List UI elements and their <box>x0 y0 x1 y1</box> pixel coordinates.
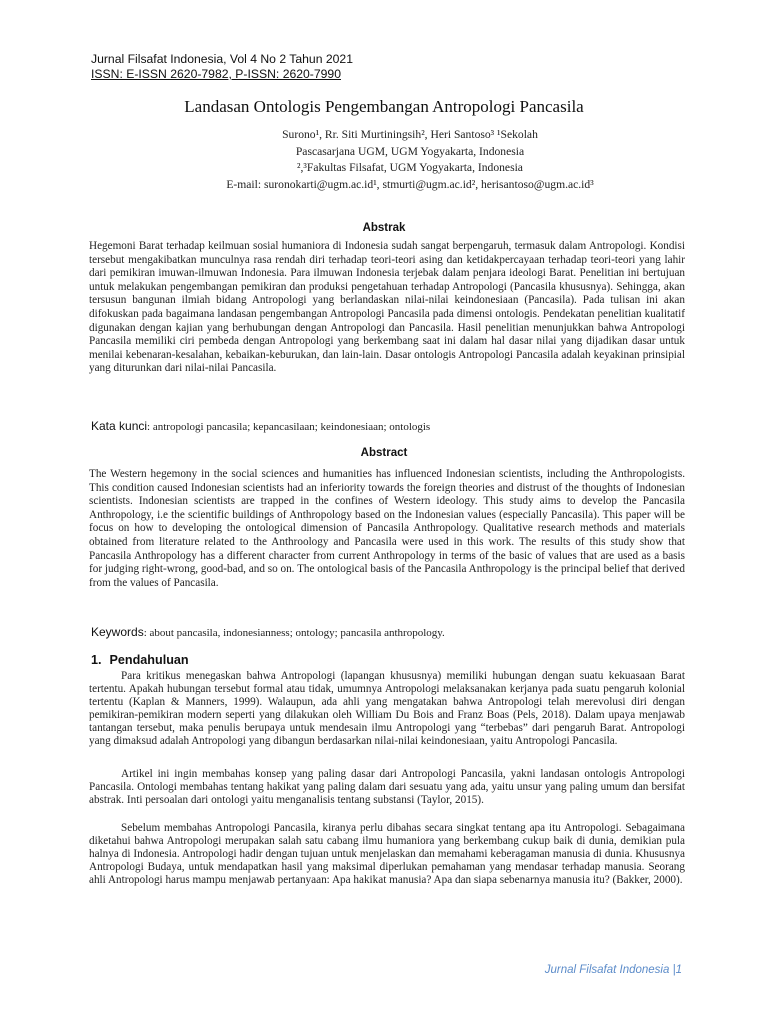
abstract-text: The Western hegemony in the social sciences and humanities has influenced Indonesian scientists, including the Anthropologists. This condition caused Indonesian scientists had an inferiority towards the foreign theories and distrust of the thoughts of Indonesian scientists. Indonesian scientists are trapped in the confines of Western ideology. This study aims to develop the Pancasila Anthropology, i.e the scientific buildings of Anthropology based on the Indonesian values (especially Pancasila). This paper will be focus on how to developing the ontological dimension of Pancasila Anthropology. Qualitative research methods and materials obtained from literature related to the Anthroology and Pancasila were used in this work. The results of this study show that Pancasila Anthropology has a different character from current Anthropology in terms of the basic of values that are used as a basis for judging right-wrong, good-bad, and so on. The ontological basis of the Pancasila Anthropology is the principal belief that derived from the values of Pancasila. <box>89 468 685 589</box>
abstrak-text: Hegemoni Barat terhadap keilmuan sosial humaniora di Indonesia sudah sangat berpengaruh, termasuk dalam Antropologi. Kondisi tersebut mengakibatkan munculnya rasa rendah diri terhadap teori-teori asing dan ketidakpercayaan terhadap teori-teori yang lahir dari pemikiran imuwan-ilmuwan Indonesia. Para ilmuwan Indonesia terjebak dalam penjara ideologi Barat. Penelitian ini bertujuan untuk melakukan pengembangan pemikiran dan produksi pengetahuan terhadap Antropologi (Pancasila khususnya). Sehingga, akan tersusun bangunan ilmiah bidang Antropologi yang berlandaskan nilai-nilai keindonesiaan (Pancasila). Pada tulisan ini akan difokuskan pada bagaimana landasan pengembangan Antropologi Pancasila pada dimensi ontologis. Pendekatan penelitian kualitatif digunakan dengan kajian yang berhubungan dengan Antropologi dan Pancasila. Hasil penelitian menunjukkan bahwa Antropologi Pancasila memiliki ciri pembeda dengan Antropologi yang berkembang saat ini dalam hal dasar nilai yang dijadikan dasar untuk menilai kebenaran-kesalahan, kebaikan-keburukan, dan lain-lain. Dasar ontologis Antropologi Pancasila adalah keyakinan prinsipial yang diturunkan dari nilai-nilai Pancasila. <box>89 240 685 375</box>
journal-citation: Jurnal Filsafat Indonesia, Vol 4 No 2 Tahun 2021 <box>91 52 353 66</box>
affiliation-2: ²,³Fakultas Filsafat, UGM Yogyakarta, Indonesia <box>297 161 523 174</box>
keywords-label: Keywords <box>91 625 144 639</box>
author-block <box>150 127 670 193</box>
issn-line: ISSN: E-ISSN 2620-7982, P-ISSN: 2620-7990 <box>91 67 341 81</box>
abstrak-heading: Abstrak <box>362 222 406 234</box>
section-title: Pendahuluan <box>109 653 189 667</box>
paper-title: Landasan Ontologis Pengembangan Antropologi Pancasila <box>184 97 584 116</box>
page-footer <box>545 964 682 976</box>
keywords-text: : about pancasila, indonesianness; ontology; pancasila anthropology. <box>143 627 445 639</box>
kata-kunci-line <box>91 419 691 433</box>
intro-paragraph-3: Sebelum membahas Antropologi Pancasila, kiranya perlu dibahas secara singkat tentang apa itu Antropologi. Sebagaimana diketahui bahwa Antropologi merupakan salah satu cabang ilmu humaniora yang berkembang cukup baik di dunia, demikian pula halnya di Indonesia. Antropologi hadir dengan tujuan untuk menjelaskan dan memahami keberagaman manusia di dunia. Khususnya Antropologi Budaya, untuk mendapatkan hasil yang maksimal diperlukan pemahaman yang mendasar terhadap manusia. Seorang ahli Antropologi harus mampu menjawab pertanyaan: Apa hakikat manusia? Apa dan siapa sebenarnya manusia itu? (Bakker, 2000). <box>89 822 685 886</box>
author-emails: E-mail: suronokarti@ugm.ac.id¹, stmurti@ugm.ac.id², herisantoso@ugm.ac.id³ <box>226 177 594 191</box>
intro-paragraph-2: Artikel ini ingin membahas konsep yang paling dasar dari Antropologi Pancasila, yakni landasan ontologis Antropologi Pancasila. Ontologi membahas tentang hakikat yang paling dalam dari sesuatu yang ada, yaitu unsur yang paling umum dan bersifat abstrak. Inti persoalan dari ontologi yaitu menganalisis tentang substansi (Taylor, 2015). <box>89 768 685 806</box>
keywords-line <box>91 625 691 639</box>
kata-kunci-text: : antropologi pancasila; kepancasilaan; keindonesiaan; ontologis <box>147 421 431 433</box>
intro-paragraph-1: Para kritikus menegaskan bahwa Antropologi (lapangan khususnya) memiliki hubungan dengan suatu kekuasaan Barat tertentu. Apakah hubungan tersebut formal atau tidak, umumnya Antropologi melaksanakan kerjanya pada suatu pengaruh kolonial tertentu (Kaplan & Manners, 1999). Walaupun, ada ahli yang mengatakan bahwa Antropologi telah merevolusi diri dengan pemikiran-pemikiran modern seperti yang dilakukan oleh William Du Bois and Franz Boas (Pels, 2018). Dalam upaya menjawab tantangan tersebut, maka penulis berupaya untuk mendesain ilmu Antropologi yang “terbebas” dari pengaruh Barat. Antropologi yang dimaksud adalah Antropologi yang dibangun berdasarkan nilai-nilai keindonesiaan, yaitu Antropologi Pancasila. <box>89 670 685 747</box>
kata-kunci-label: Kata kunci <box>91 419 148 433</box>
footer-journal-name: Jurnal Filsafat Indonesia <box>544 964 670 976</box>
section-number: 1. <box>91 653 102 667</box>
section-heading-pendahuluan <box>91 653 189 667</box>
abstract-heading: Abstract <box>360 447 408 459</box>
page-number: 1 <box>675 964 682 976</box>
journal-header <box>91 52 353 82</box>
footer-separator: | <box>672 964 676 976</box>
affiliation-1: Pascasarjana UGM, UGM Yogyakarta, Indonesia <box>295 144 525 158</box>
author-names: Surono¹, Rr. Siti Murtiningsih², Heri Santoso³ ¹Sekolah <box>282 128 538 141</box>
